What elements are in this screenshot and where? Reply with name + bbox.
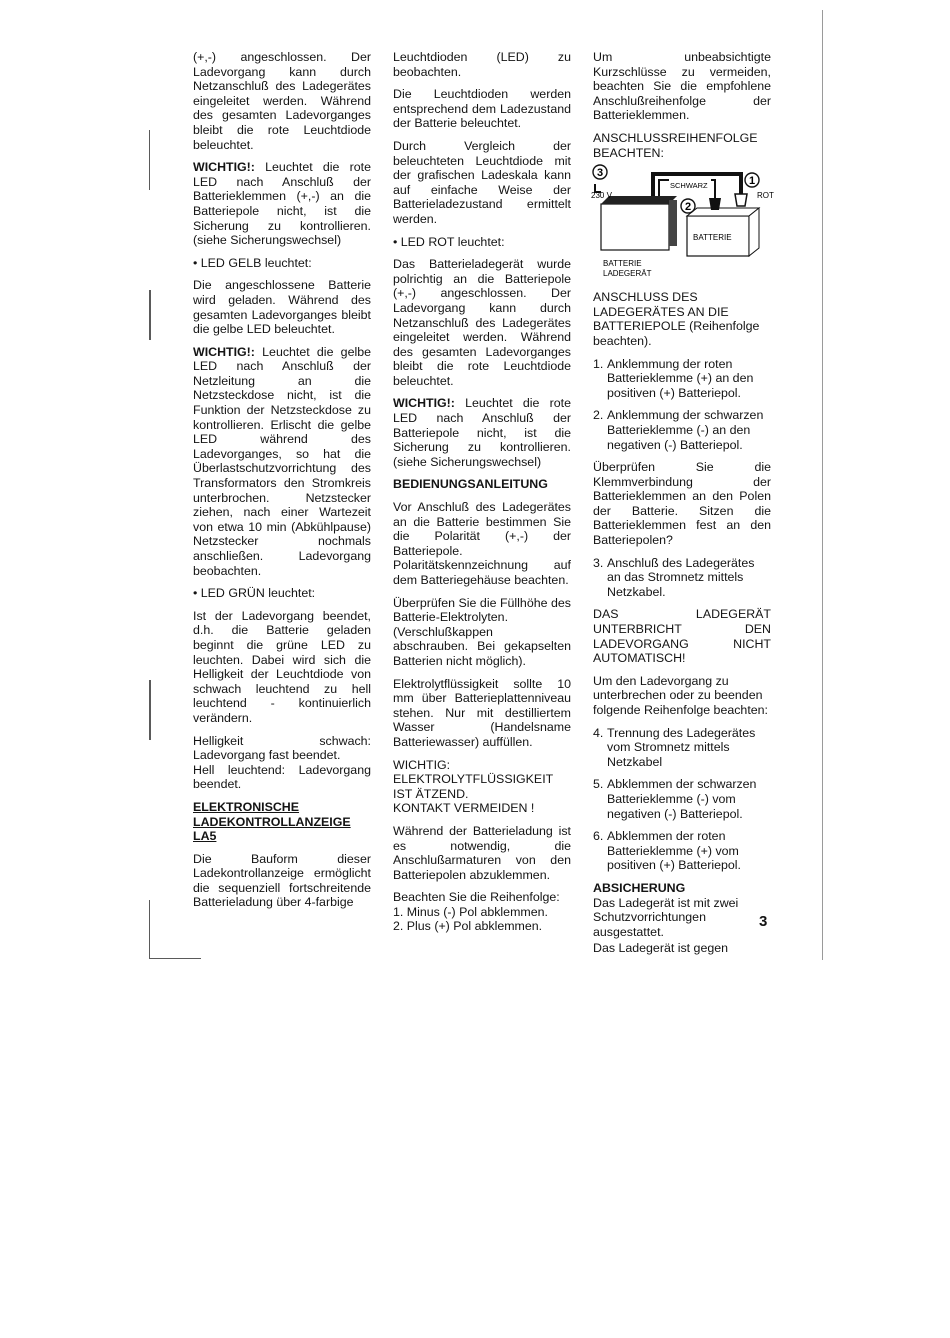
- list-item-number: 5.: [593, 777, 604, 792]
- black-cable-label: SCHWARZ: [670, 181, 708, 191]
- list-item-text: Trennung des Ladegerätes vom Stromnetz mittels Netzkabel: [607, 725, 756, 769]
- paragraph: Die angeschlossene Batterie wird geladen. Während des gesamten Ladevorganges bleibt die gelbe LED beleuchtet.: [193, 278, 371, 337]
- charger-top: [601, 196, 677, 204]
- paragraph: Beachten Sie die Reihenfolge:: [393, 890, 560, 905]
- column-2: [393, 50, 571, 942]
- voltage-label: 230 V: [591, 191, 612, 201]
- list-item: 1. Minus (-) Pol abklemmen.: [393, 904, 548, 919]
- paragraph: Die Leuchtdioden werden entsprechend dem Ladezustand der Batterie beleuchtet.: [393, 87, 571, 131]
- paragraph: Überprüfen Sie die Klemmverbindung der Batterieklemmen an den Polen der Batterie. Sitzen die Batterieklemmen fest an den Batteriepolen?: [593, 460, 771, 548]
- charger-side: [669, 200, 677, 246]
- paragraph: Das Ladegerät ist gegen: [593, 941, 729, 956]
- warning-label: WICHTIG!:: [193, 344, 255, 359]
- paragraph: Die Bauform dieser Ladekontrollanzeige ermöglicht die sequenziell fortschreitende Batterieladung über 4-farbige: [193, 851, 371, 910]
- paragraph: Um den Ladevorgang zu unterbrechen oder zu beenden folgende Reihenfolge beachten:: [593, 673, 768, 717]
- charger-label: BATTERIE: [603, 259, 642, 269]
- marker-2-label: 2: [684, 201, 692, 214]
- warning-text: Leuchtet die rote LED nach Anschluß der Batteriepole nicht, ist die Sicherung zu kontrollieren. (siehe Sicherungswechsel): [393, 396, 571, 469]
- list-item-number: 2.: [593, 408, 604, 423]
- section-heading: ABSICHERUNG: [593, 880, 686, 895]
- battery-side: [749, 208, 759, 256]
- list-item: [593, 726, 771, 770]
- scan-margin-right: [822, 10, 823, 960]
- charger-label: LADEGERÄT: [603, 269, 652, 279]
- clamp-red-icon: [735, 194, 747, 206]
- charger-box: [601, 204, 669, 250]
- connection-diagram: [591, 164, 775, 282]
- paragraph: Leuchtdioden (LED) zu beobachten.: [393, 50, 571, 79]
- list-item: [593, 357, 771, 401]
- warning-paragraph: [193, 160, 371, 248]
- warning-label: WICHTIG!:: [193, 160, 255, 175]
- battery-label: BATTERIE: [693, 233, 732, 243]
- list-item-text: Abklemmen der roten Batterieklemme (+) vom positiven (+) Batteriepol.: [607, 829, 741, 873]
- warning-line: ELEKTROLYTFLÜSSIGKEIT IST ÄTZEND.: [393, 772, 554, 801]
- list-item-text: Anschluß des Ladegerätes an das Stromnetz mittels Netzkabel.: [607, 555, 755, 599]
- paragraph: Hell leuchtend: Ladevorgang beendet.: [193, 762, 371, 792]
- paragraph: ANSCHLUSSREIHENFOLGE BEACHTEN:: [593, 130, 758, 160]
- list-item: [593, 777, 771, 821]
- paragraph: Durch Vergleich der beleuchteten Leuchtdiode mit der grafischen Ladeskala kann auf einfache Weise der Batterieladezustand ermittelt werden.: [393, 138, 571, 226]
- scan-margin-left: [149, 900, 150, 958]
- section-heading: BEDIENUNGSANLEITUNG: [393, 477, 548, 492]
- list-item: [593, 408, 771, 452]
- paragraph: DAS LADEGERÄT UNTERBRICHT DEN LADEVORGANG NICHT AUTOMATISCH!: [593, 607, 771, 666]
- list-item: [593, 556, 771, 600]
- paragraph: Das Ladegerät ist mit zwei Schutzvorrichtungen ausgestattet.: [593, 895, 739, 939]
- ordered-list-disconnect: [593, 726, 771, 873]
- paragraph: Überprüfen Sie die Füllhöhe des Batterie-Elektrolyten. (Verschlußkappen abschrauben. Bei gekapselten Batterien nicht möglich).: [393, 595, 571, 668]
- scan-margin-bottom: [149, 958, 201, 959]
- list-item: 2. Plus (+) Pol abklemmen.: [393, 919, 543, 934]
- warning-text: Leuchtet die rote LED nach Anschluß der Batterieklemmen (+,-) an die Batteriepole nicht, ist die Sicherung zu kontrollieren. (siehe Sicherungswechsel): [193, 160, 371, 248]
- list-item-number: 1.: [593, 356, 604, 371]
- ordered-list-mains: [593, 556, 771, 600]
- paragraph: Elektrolytflüssigkeit sollte 10 mm über Batterieplattenniveau stehen. Nur mit destilliertem Wasser (Handelsname Batteriewasser) auffüllen.: [393, 676, 571, 749]
- paragraph: Vor Anschluß des Ladegerätes an die Batterie bestimmen Sie die Polarität (+,-) der Batteriepole. Polaritätskennzeichnung auf dem Batteriegehäuse beachten.: [393, 500, 571, 587]
- led-status-heading: • LED ROT leuchtet:: [393, 234, 505, 249]
- paragraph: ANSCHLUSS DES LADEGERÄTES AN DIE BATTERIEPOLE (Reihenfolge beachten).: [593, 290, 760, 348]
- marker-3-label: 3: [596, 167, 604, 180]
- paragraph: Das Batterieladegerät wurde polrichtig an die Batteriepole (+,-) angeschlossen. Der Ladevorgang kann durch Netzanschluß des Ladegerätes eingeleitet werden. Während des gesamten Ladevorganges bleibt die rote Leuchtdiode beleuchtet.: [393, 257, 571, 388]
- scan-margin-left: [149, 680, 151, 740]
- warning-paragraph: [393, 396, 571, 469]
- paragraph: Ist der Ladevorgang beendet, d.h. die Batterie geladen beginnt die grüne LED zu leuchten. Dabei wird sich die Helligkeit der Leuchtdiode von schwach leuchtend zu hell leuchtend - kontinuierlich verändern.: [193, 608, 371, 725]
- list-item-text: Anklemmung der schwarzen Batterieklemme (-) an den negativen (-) Batteriepol.: [607, 408, 764, 452]
- page-number: 3: [759, 913, 768, 930]
- marker-1-label: 1: [748, 175, 756, 188]
- warning-label: WICHTIG!:: [393, 396, 455, 411]
- warning-text: Leuchtet die gelbe LED nach Anschluß der Netzleitung an die Netzsteckdose nicht, ist die Funktion der Netzsteckdose zu kontrollieren. Erlischt die gelbe LED während des Ladevorganges, so hat die Überlastschutzvorrichtung des Transformators den Stromkreis unterbrochen. Netzstecker ziehen, nach einer Wartezeit von etwa 10 min (Abkühlpause) Netzstecker nochmals anschließen. Ladevorgang beobachten.: [193, 344, 371, 578]
- section-heading: ELEKTRONISCHE LADEKONTROLLANZEIGE LA5: [193, 799, 351, 844]
- list-item-number: 4.: [593, 725, 604, 740]
- list-item-text: Anklemmung der roten Batterieklemme (+) an den positiven (+) Batteriepol.: [607, 356, 754, 400]
- column-1: [193, 50, 371, 918]
- scan-margin-left: [149, 130, 150, 190]
- paragraph: Während der Batterieladung ist es notwendig, die Anschlußarmaturen von den Batteriepolen abzuklemmen.: [393, 823, 571, 882]
- led-status-heading: • LED GRÜN leuchtet:: [193, 586, 316, 601]
- scan-margin-left: [149, 290, 151, 340]
- list-item-number: 3.: [593, 555, 604, 570]
- list-item-text: Abklemmen der schwarzen Batterieklemme (-) vom negativen (-) Batteriepol.: [607, 777, 757, 821]
- battery-top: [687, 208, 759, 216]
- warning-line: WICHTIG:: [393, 757, 451, 772]
- ordered-list-connect: [593, 357, 771, 453]
- warning-paragraph: [193, 345, 371, 579]
- warning-line: KONTAKT VERMEIDEN !: [393, 801, 535, 816]
- list-item-number: 6.: [593, 829, 604, 844]
- paragraph: (+,-) angeschlossen. Der Ladevorgang kann durch Netzanschluß des Ladegerätes eingeleitet werden. Während des gesamten Ladevorganges bleibt die rote Leuchtdiode beleuchtet.: [193, 50, 371, 152]
- led-status-heading: • LED GELB leuchtet:: [193, 255, 312, 270]
- list-item: [593, 829, 771, 873]
- red-cable-label: ROT: [757, 191, 774, 201]
- paragraph: Helligkeit schwach: Ladevorgang fast beendet.: [193, 733, 371, 763]
- column-3: [591, 50, 774, 964]
- clamp-black-icon: [709, 198, 721, 210]
- paragraph: Um unbeabsichtigte Kurzschlüsse zu vermeiden, beachten Sie die empfohlene Anschlußreihenfolge der Batterieklemmen.: [593, 50, 771, 123]
